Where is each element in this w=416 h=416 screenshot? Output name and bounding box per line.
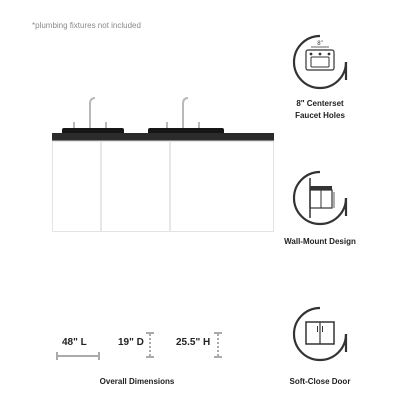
- depth-dimension: 19" D: [118, 337, 144, 348]
- faucet-spacing-text: 8": [317, 41, 323, 47]
- faucet-holes-icon: [292, 34, 348, 90]
- left-faucet: [74, 98, 106, 128]
- feature-label-line2: Faucet Holes: [295, 111, 345, 120]
- length-dimension: 48" L: [62, 337, 87, 348]
- soft-close-door-icon: [292, 306, 348, 362]
- dimensions-row: [52, 332, 222, 372]
- dimensions-title: Overall Dimensions: [99, 377, 175, 386]
- length-arrow-icon: [56, 352, 100, 360]
- plumbing-note: *plumbing fixtures not included: [32, 21, 141, 30]
- height-arrow-icon: [214, 332, 222, 358]
- height-dimension: 25.5" H: [176, 337, 211, 348]
- feature-label-wall-mount: Wall-Mount Design: [284, 237, 356, 246]
- wall-mount-icon: [292, 170, 348, 226]
- feature-label-soft-close: Soft-Close Door: [289, 377, 351, 386]
- countertop: [52, 133, 274, 141]
- right-faucet: [167, 98, 199, 128]
- depth-arrow-icon: [146, 332, 154, 358]
- vanity-product-image: [52, 96, 274, 232]
- cabinet: [52, 141, 274, 232]
- feature-label-line1: 8" Centerset: [296, 99, 344, 108]
